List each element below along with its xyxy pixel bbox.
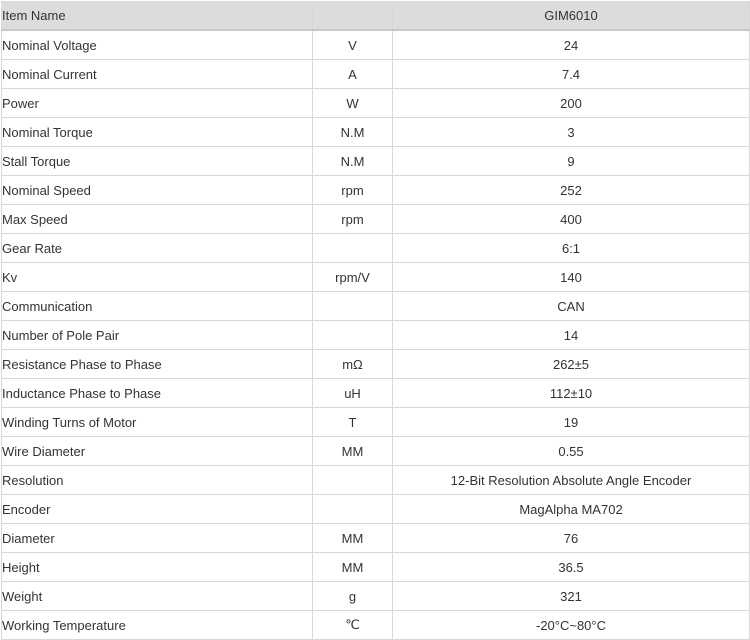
spec-unit-cell: [313, 495, 393, 524]
spec-name-cell: Nominal Voltage: [2, 30, 313, 60]
spec-value-cell: 7.4: [393, 60, 750, 89]
spec-unit-cell: rpm: [313, 205, 393, 234]
spec-value-cell: 0.55: [393, 437, 750, 466]
spec-value-cell: MagAlpha MA702: [393, 495, 750, 524]
spec-unit-cell: uH: [313, 379, 393, 408]
spec-value-cell: 9: [393, 147, 750, 176]
spec-value-cell: 321: [393, 582, 750, 611]
spec-value-cell: 24: [393, 30, 750, 60]
spec-name-cell: Wire Diameter: [2, 437, 313, 466]
spec-name-cell: Power: [2, 89, 313, 118]
spec-name-cell: Encoder: [2, 495, 313, 524]
spec-name-cell: Number of Pole Pair: [2, 321, 313, 350]
spec-value-cell: 112±10: [393, 379, 750, 408]
spec-value-cell: 36.5: [393, 553, 750, 582]
table-row: [2, 350, 750, 379]
table-row: [2, 582, 750, 611]
spec-unit-cell: [313, 292, 393, 321]
spec-value-cell: 12-Bit Resolution Absolute Angle Encoder: [393, 466, 750, 495]
spec-name-cell: Inductance Phase to Phase: [2, 379, 313, 408]
spec-unit-cell: W: [313, 89, 393, 118]
spec-unit-cell: rpm: [313, 176, 393, 205]
spec-name-cell: Weight: [2, 582, 313, 611]
table-row: [2, 89, 750, 118]
table-row: [2, 147, 750, 176]
spec-name-cell: Communication: [2, 292, 313, 321]
table-row: [2, 379, 750, 408]
spec-name-cell: Working Temperature: [2, 611, 313, 640]
spec-name-cell: Kv: [2, 263, 313, 292]
header-model: GIM6010: [393, 2, 750, 31]
table-row: [2, 30, 750, 60]
spec-value-cell: 140: [393, 263, 750, 292]
spec-name-cell: Winding Turns of Motor: [2, 408, 313, 437]
spec-name-cell: Nominal Speed: [2, 176, 313, 205]
spec-name-cell: Resistance Phase to Phase: [2, 350, 313, 379]
spec-unit-cell: N.M: [313, 147, 393, 176]
table-row: [2, 60, 750, 89]
table-row: [2, 524, 750, 553]
spec-table: [1, 1, 750, 640]
table-row: [2, 321, 750, 350]
spec-value-cell: 400: [393, 205, 750, 234]
spec-value-cell: 200: [393, 89, 750, 118]
spec-value-cell: 3: [393, 118, 750, 147]
spec-name-cell: Max Speed: [2, 205, 313, 234]
table-row: [2, 408, 750, 437]
table-row: [2, 176, 750, 205]
spec-unit-cell: [313, 234, 393, 263]
table-row: [2, 234, 750, 263]
spec-unit-cell: [313, 321, 393, 350]
spec-value-cell: 6:1: [393, 234, 750, 263]
spec-unit-cell: rpm/V: [313, 263, 393, 292]
table-row: [2, 553, 750, 582]
spec-name-cell: Nominal Torque: [2, 118, 313, 147]
header-unit: [313, 2, 393, 31]
spec-unit-cell: g: [313, 582, 393, 611]
spec-unit-cell: mΩ: [313, 350, 393, 379]
spec-value-cell: 19: [393, 408, 750, 437]
spec-name-cell: Gear Rate: [2, 234, 313, 263]
table-row: [2, 263, 750, 292]
spec-unit-cell: MM: [313, 437, 393, 466]
table-row: [2, 495, 750, 524]
spec-value-cell: 14: [393, 321, 750, 350]
spec-unit-cell: T: [313, 408, 393, 437]
spec-unit-cell: V: [313, 30, 393, 60]
spec-name-cell: Nominal Current: [2, 60, 313, 89]
spec-name-cell: Resolution: [2, 466, 313, 495]
spec-value-cell: 252: [393, 176, 750, 205]
table-row: [2, 118, 750, 147]
spec-unit-cell: [313, 466, 393, 495]
spec-unit-cell: MM: [313, 553, 393, 582]
table-row: [2, 466, 750, 495]
table-row: [2, 205, 750, 234]
table-row: [2, 437, 750, 466]
spec-name-cell: Diameter: [2, 524, 313, 553]
spec-unit-cell: A: [313, 60, 393, 89]
table-row: [2, 611, 750, 640]
spec-value-cell: CAN: [393, 292, 750, 321]
table-header-row: [2, 2, 750, 31]
spec-unit-cell: N.M: [313, 118, 393, 147]
spec-value-cell: 262±5: [393, 350, 750, 379]
spec-name-cell: Stall Torque: [2, 147, 313, 176]
spec-unit-cell: MM: [313, 524, 393, 553]
header-item-name: Item Name: [2, 2, 313, 31]
table-row: [2, 292, 750, 321]
spec-name-cell: Height: [2, 553, 313, 582]
spec-value-cell: 76: [393, 524, 750, 553]
spec-unit-cell: ℃: [313, 611, 393, 640]
spec-value-cell: -20°C~80°C: [393, 611, 750, 640]
